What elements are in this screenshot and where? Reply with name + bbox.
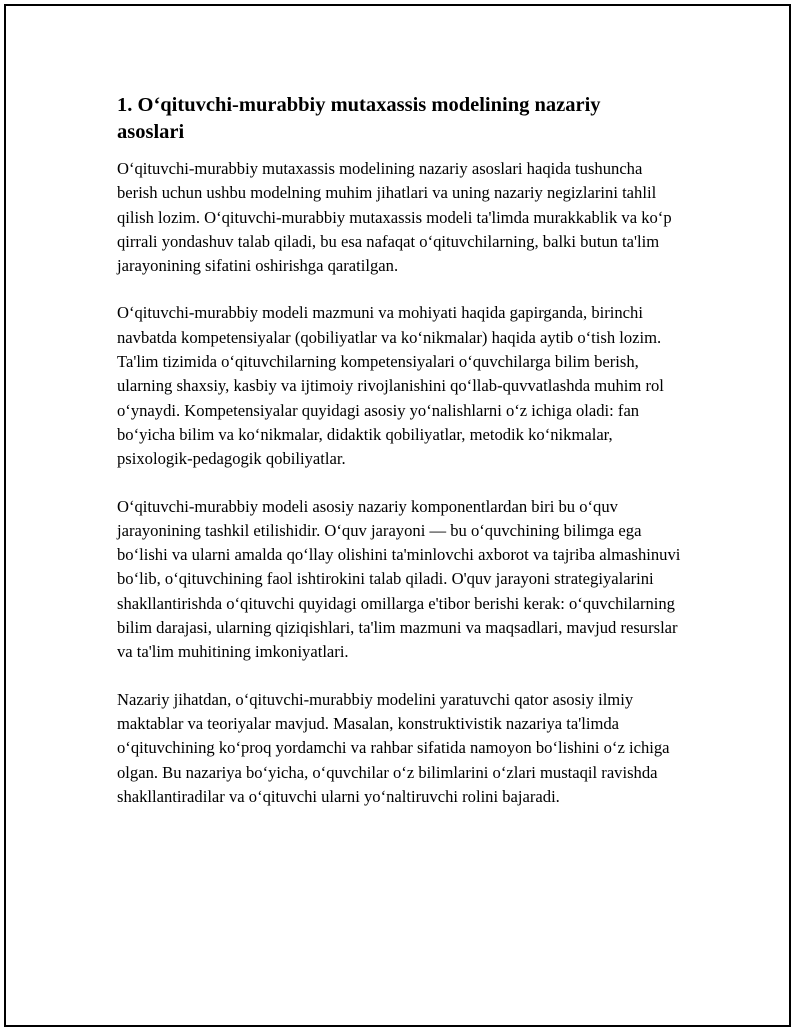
paragraph-4: Nazariy jihatdan, o‘qituvchi-murabbiy modelini yaratuvchi qator asosiy ilmiy maktablar va teoriyalar mavjud. Masalan, konstruktivistik nazariya ta'limda o‘qituvchining ko‘proq yordamchi va rahbar sifatida namoyon bo‘lishini o‘z ichiga olgan. Bu nazariya bo‘yicha, o‘quvchilar o‘z bilimlarini o‘zlari mustaqil ravishda shakllantiradilar va o‘qituvchi ularni yo‘naltiruvchi rolini bajaradi.	[117, 689, 670, 806]
section-heading: 1. O‘qituvchi-murabbiy mutaxassis modelining nazariy asoslari	[117, 94, 601, 143]
paragraph-1: O‘qituvchi-murabbiy mutaxassis modelining nazariy asoslari haqida tushuncha berish uchun ushbu modelning muhim jihatlari va uning nazariy negizlarini tahlil qilish lozim. O‘qituvchi-murabbiy mutaxassis modeli ta'limda murakkablik va ko‘p qirrali yondashuv talab qiladi, bu esa nafaqat o‘qituvchilarning, balki butun ta'lim jarayonining sifatini oshirishga qaratilgan.	[117, 159, 672, 276]
document-body	[117, 92, 687, 832]
paragraph-3: O‘qituvchi-murabbiy modeli asosiy nazariy komponentlardan biri bu o‘quv jarayonining tashkil etilishidir. O‘quv jarayoni — bu o‘quvchining bilimga ega bo‘lishi va ularni amalda qo‘llay olishini ta'minlovchi axborot va tajriba almashinuvi bo‘lib, o‘qituvchining faol ishtirokini talab qiladi. O'quv jarayoni strategiyalarini shakllantirishda o‘qituvchi quyidagi omillarga e'tibor berishi kerak: o‘quvchilarning bilim darajasi, ularning qiziqishlari, ta'lim mazmuni va maqsadlari, mavjud resurslar va ta'lim muhitining imkoniyatlari.	[117, 496, 681, 662]
paragraph-2: O‘qituvchi-murabbiy modeli mazmuni va mohiyati haqida gapirganda, birinchi navbatda kompetensiyalar (qobiliyatlar va ko‘nikmalar) haqida aytib o‘tish lozim. Ta'lim tizimida o‘qituvchilarning kompetensiyalari o‘quvchilarga bilim berish, ularning shaxsiy, kasbiy va ijtimoiy rivojlanishini qo‘llab-quvvatlashda muhim rol o‘ynaydi. Kompetensiyalar quyidagi asosiy yo‘nalishlarni o‘z ichiga oladi: fan bo‘yicha bilim va ko‘nikmalar, didaktik qobiliyatlar, metodik ko‘nikmalar, psixologik-pedagogik qobiliyatlar.	[117, 303, 664, 469]
